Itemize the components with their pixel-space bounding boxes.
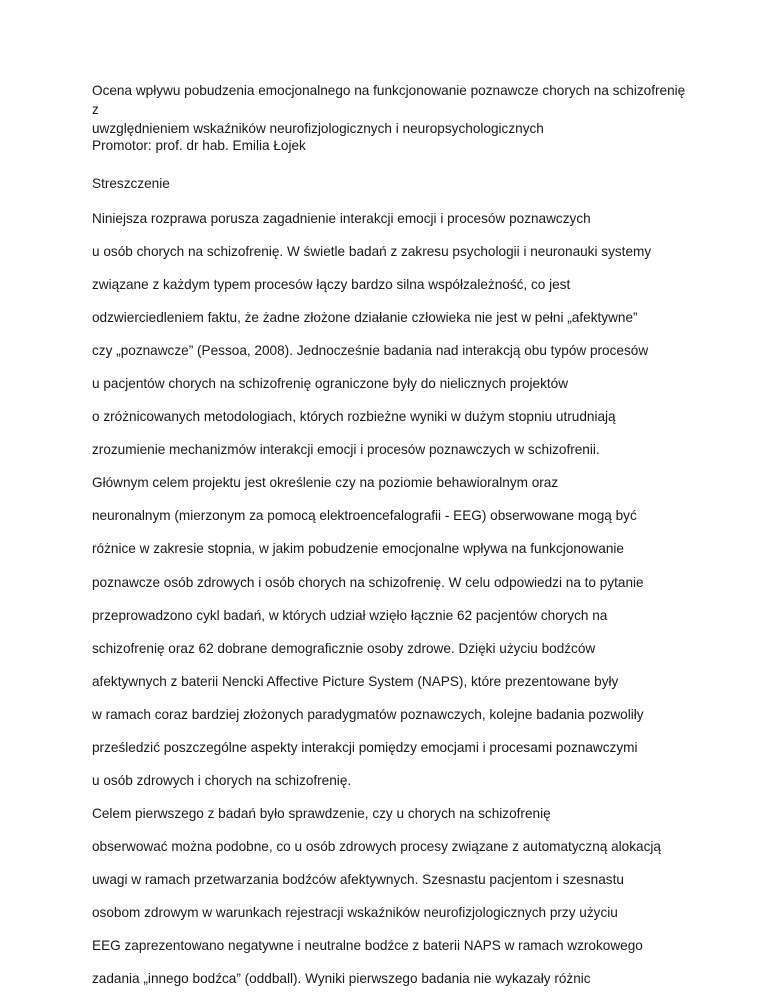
abstract-line: czy „poznawcze” (Pessoa, 2008). Jednocześnie badania nad interakcją obu typów procesów — [92, 343, 649, 359]
abstract-line: odzwierciedleniem faktu, że żadne złożone działanie człowieka nie jest w pełni „afektywne” — [92, 310, 638, 326]
abstract-line: EEG zaprezentowano negatywne i neutralne bodźce z baterii NAPS w ramach wzrokowego — [92, 938, 643, 954]
document-title — [92, 81, 692, 138]
abstract-line: uwagi w ramach przetwarzania bodźców afektywnych. Szesnastu pacjentom i szesnastu — [92, 871, 624, 887]
section-heading: Streszczenie — [92, 176, 170, 191]
abstract-line: neuronalnym (mierzonym za pomocą elektroencefalografii - EEG) obserwowane mogą być — [92, 508, 637, 524]
abstract-line: prześledzić poszczególne aspekty interakcji pomiędzy emocjami i procesami poznawczymi — [92, 739, 638, 755]
abstract-line: różnice w zakresie stopnia, w jakim pobudzenie emocjonalne wpływa na funkcjonowanie — [92, 541, 624, 557]
document-title-line-1: Ocena wpływu pobudzenia emocjonalnego na funkcjonowanie poznawcze chorych na schizofrenię z — [92, 83, 686, 117]
abstract-line: schizofrenię oraz 62 dobrane demograficznie osoby zdrowe. Dzięki użyciu bodźców — [92, 640, 596, 656]
abstract-line: Niniejsza rozprawa porusza zagadnienie interakcji emocji i procesów poznawczych — [92, 211, 591, 226]
abstract-line: u osób chorych na schizofrenię. W świetle badań z zakresu psychologii i neuronauki systemy — [92, 244, 652, 260]
abstract-line: poznawcze osób zdrowych i osób chorych na schizofrenię. W celu odpowiedzi na to pytanie — [92, 574, 644, 590]
abstract-line: obserwować można podobne, co u osób zdrowych procesy związane z automatyczną alokacją — [92, 838, 661, 854]
promotor-line: Promotor: prof. dr hab. Emilia Łojek — [92, 138, 306, 153]
abstract-line: związane z każdym typem procesów łączy bardzo silna współzależność, co jest — [92, 277, 571, 293]
abstract-line: u osób zdrowych i chorych na schizofrenię. — [92, 772, 352, 788]
document-page — [92, 81, 692, 987]
abstract-line: u pacjentów chorych na schizofrenię ograniczone były do nielicznych projektów — [92, 376, 569, 392]
abstract-line: zrozumienie mechanizmów interakcji emocji i procesów poznawczych w schizofrenii. — [92, 442, 600, 458]
abstract-line: Celem pierwszego z badań było sprawdzenie, czy u chorych na schizofrenię — [92, 805, 551, 821]
abstract-body — [92, 209, 661, 1002]
abstract-line: afektywnych z baterii Nencki Affective Picture System (NAPS), które prezentowane były — [92, 673, 619, 689]
abstract-line: Głównym celem projektu jest określenie czy na poziomie behawioralnym oraz — [92, 475, 559, 491]
abstract-line: o zróżnicowanych metodologiach, których rozbieżne wyniki w dużym stopniu utrudniają — [92, 409, 616, 425]
document-title-line-2: uwzględnieniem wskaźników neurofizjologicznych i neuropsychologicznych — [92, 121, 544, 136]
abstract-line: zadania „innego bodźca” (oddball). Wyniki pierwszego badania nie wykazały różnic — [92, 971, 591, 987]
abstract-line: w ramach coraz bardziej złożonych paradygmatów poznawczych, kolejne badania pozwoliły — [92, 706, 644, 722]
abstract-line: przeprowadzono cykl badań, w których udział wzięło łącznie 62 pacjentów chorych na — [92, 607, 608, 623]
abstract-line: osobom zdrowym w warunkach rejestracji wskaźników neurofizjologicznych przy użyciu — [92, 904, 618, 920]
